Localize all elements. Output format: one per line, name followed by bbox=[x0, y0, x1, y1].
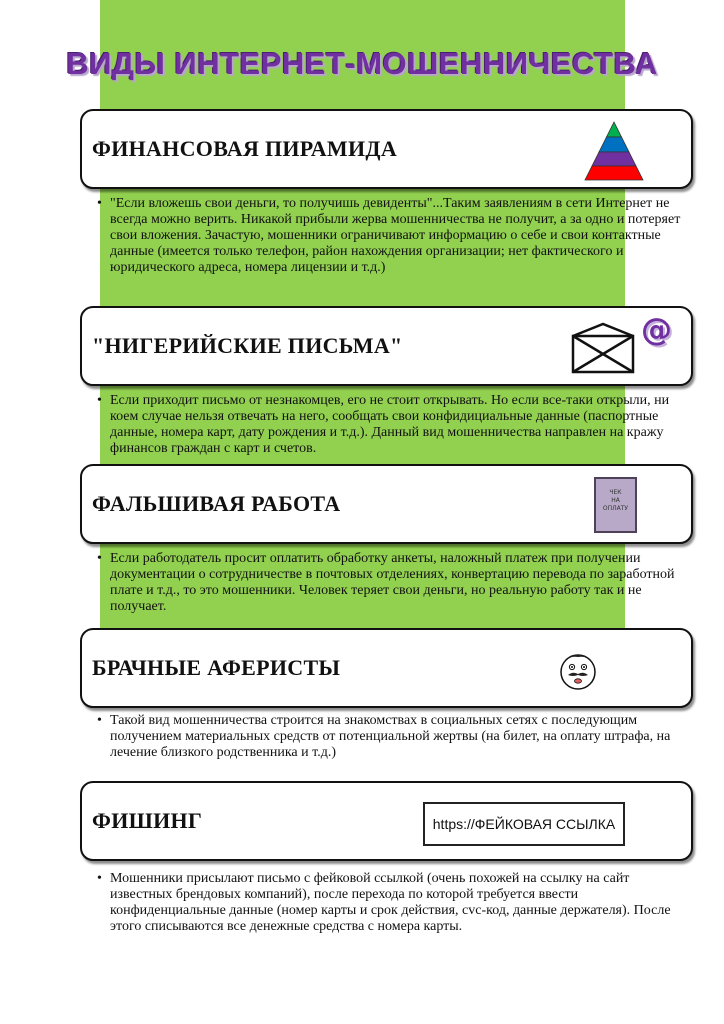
envelope-icon bbox=[571, 322, 635, 374]
section-box-marriage-scams bbox=[80, 628, 693, 708]
section-description bbox=[96, 713, 692, 761]
mustache-face-icon bbox=[558, 650, 598, 692]
section-description bbox=[96, 393, 692, 457]
description-item: • Такой вид мошенничества строится на знакомствах в социальных сетях с последующим получением материальных средств от потенциальной жертвы (на билет, на оплату штрафа, на лечение близкого родственника и т.д.) bbox=[110, 713, 692, 761]
section-heading: ФИНАНСОВАЯ ПИРАМИДА bbox=[92, 136, 398, 161]
at-sign-icon: @ bbox=[641, 312, 672, 348]
description-item: • Если работодатель просит оплатить обработку анкеты, наложный платеж при получении документации о сотрудничестве в почтовых отделениях, конвертацию перевода по заработной плате и т.д., то это мошенники. Человек теряет свои деньги, но реальную работу так и не получает. bbox=[110, 551, 692, 615]
description-item: • Если приходит письмо от незнакомцев, его не стоит открывать. Но если все-таки открыли, ни коем случае нельзя отвечать на него, сообщать свои конфидициальные данные (паспортные данные, номера карт, дату рождения и т.д.). Данный вид мошенничества направлен на кражу финансов граждан с карт и счетов. bbox=[110, 393, 692, 457]
section-heading: "НИГЕРИЙСКИЕ ПИСЬМА" bbox=[92, 333, 403, 358]
section-description bbox=[96, 196, 692, 276]
fake-link-box: https://ФЕЙКОВАЯ ССЫЛКА bbox=[423, 802, 625, 846]
section-heading: ФИШИНГ bbox=[92, 808, 203, 833]
check-label-line: НА bbox=[611, 497, 620, 504]
section-description bbox=[96, 551, 692, 615]
check-icon bbox=[594, 477, 637, 533]
check-label-line: ОПЛАТУ bbox=[602, 505, 629, 512]
section-description bbox=[96, 871, 692, 935]
section-heading: ФАЛЬШИВАЯ РАБОТА bbox=[92, 491, 341, 516]
section-heading: БРАЧНЫЕ АФЕРИСТЫ bbox=[92, 655, 341, 680]
description-item: • Мошенники присылают письмо с фейковой ссылкой (очень похожей на ссылку на сайт известных брендовых компаний), после перехода по которой требуется ввести конфиденциальные данные (номер карты и срок действия, cvc-код, данные держателя). После этого списываются все денежные средства с номера карты. bbox=[110, 871, 692, 935]
pyramid-icon bbox=[584, 120, 644, 182]
description-item: • "Если вложешь свои деньги, то получишь девиденты"...Таким заявлениям в сети Интернет не всегда можно верить. Никакой прибыли жерва мошенничества не получит, а за одно и потеряет свои вложения. Зачастую, мошенники ограничивают информацию о себе и свои контактные данные (имеется только телефон, район нахождения организации; нет фактического и юридического адреса, номера лицензии и т.д.) bbox=[110, 196, 692, 276]
check-label-line: ЧЕК bbox=[609, 489, 622, 496]
page-title: ВИДЫ ИНТЕРНЕТ-МОШЕННИЧЕСТВА bbox=[66, 46, 658, 81]
